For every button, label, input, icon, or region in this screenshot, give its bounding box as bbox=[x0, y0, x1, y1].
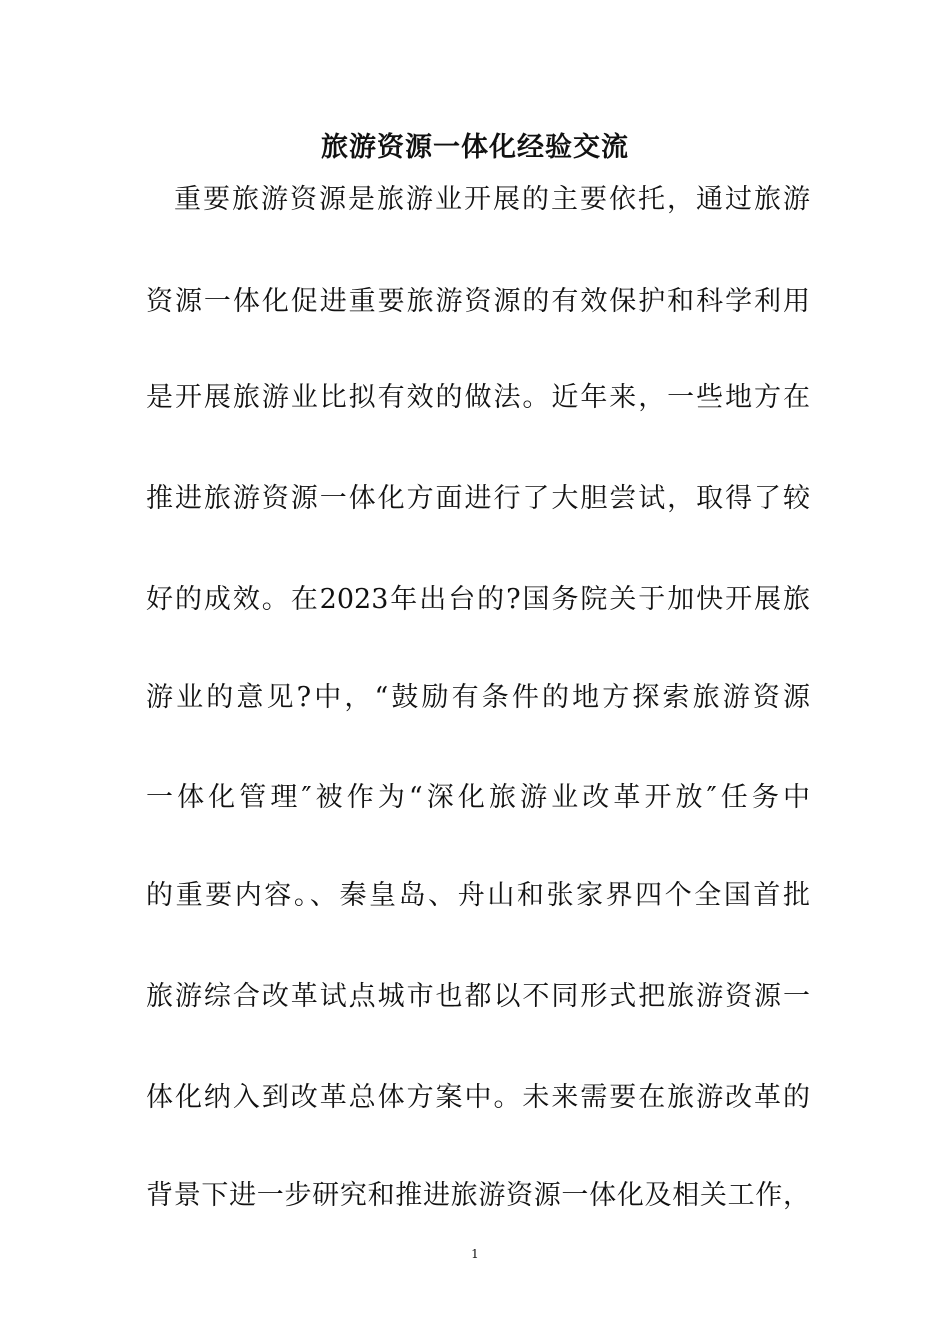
paragraph-line-6: 游业的意见?中，“鼓励有条件的地方探索旅游资源 bbox=[146, 682, 810, 713]
paragraph-line-4: 推进旅游资源一体化方面进行了大胆尝试，取得了较 bbox=[146, 483, 810, 514]
paragraph-line-11: 背景下进一步研究和推进旅游资源一体化及相关工作， bbox=[146, 1180, 810, 1211]
paragraph-line-3: 是开展旅游业比拟有效的做法。近年来，一些地方在 bbox=[146, 382, 810, 413]
document-title: 旅游资源一体化经验交流 bbox=[321, 132, 629, 163]
paragraph-line-9: 旅游综合改革试点城市也都以不同形式把旅游资源一 bbox=[146, 981, 810, 1012]
paragraph-line-10: 体化纳入到改革总体方案中。未来需要在旅游改革的 bbox=[146, 1082, 810, 1113]
paragraph-line-8: 的重要内容。、秦皇岛、舟山和张家界四个全国首批 bbox=[146, 880, 810, 911]
paragraph-line-7: 一体化管理″被作为“深化旅游业改革开放″任务中 bbox=[146, 782, 810, 813]
paragraph-line-5: 好的成效。在2023年出台的?国务院关于加快开展旅 bbox=[146, 584, 810, 615]
paragraph-line-1: 重要旅游资源是旅游业开展的主要依托，通过旅游 bbox=[174, 184, 810, 215]
paragraph-line-2: 资源一体化促进重要旅游资源的有效保护和科学利用 bbox=[146, 286, 810, 317]
page-number: 1 bbox=[471, 1247, 479, 1261]
